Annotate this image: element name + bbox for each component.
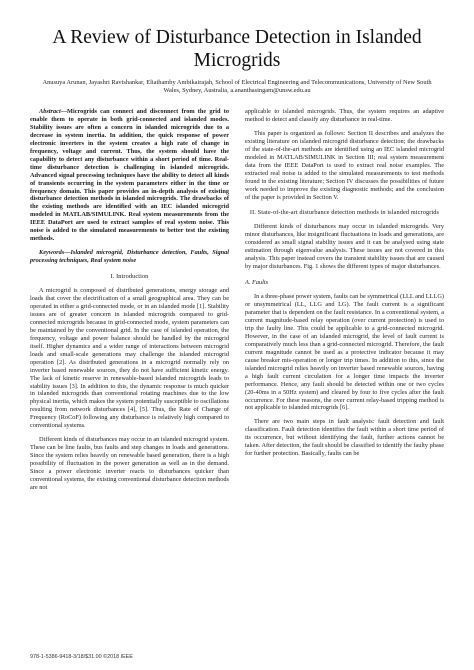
abstract bbox=[30, 108, 229, 243]
subsection-heading-faults: A. Faults bbox=[245, 279, 269, 287]
body-paragraph: Different kinds of disturbances may occur in islanded microgrids. Very minor disturbances, like insignificant fluctuations in loads and generations, are considered as small signal stability issues and it can be analysed using state estimation through eigenvalue analysis. These issues are not covered in this analysis. This paper instead covers the transient stability issues that are caused by major disturbances. Fig. 1 shows the different types of major disturbances. bbox=[245, 223, 444, 271]
body-paragraph: This paper is organized as follows: Section II describes and analyzes the existing literature on islanded microgrid disturbance detection; the drawbacks of the state-of-the-art methods are identified using an IEC islanded microgrid modeled in MATLAB/SIMULINK in Section III; real system measurement data from the IEEE DataPort is used to extract real noise examples. The extracted real noise is added to the simulated measurements to test methods found in the existing literature; Section IV discusses the possibilities of future work needed to improve the existing diagnostic methods; and the conclusion of the paper is provided in Section V. bbox=[245, 129, 444, 201]
abstract-text: —Microgrids can connect and disconnect from the grid to enable them to operate in both grid-connected and islanded modes. Stability issues are often a concern in islanded microgrids due to a decrease in system inertia. In addition, the quick response of power electronic inverters in the system creates a high rate of change in frequency, voltage and current. Thus, the system should have the capability to detect any disturbance within a short period of time. Real-time disturbance detection is challenging in islanded microgrids. Advanced signal processing techniques have the ability to detect all kinds of transients occurring in the system parameters either in the time or frequency domain. This paper provides an in-depth analysis of existing disturbance detection methods in islanded microgrids. The drawbacks of the existing methods are identified with an IEC islanded microgrid modeled in MATLAB/SIMULINK. Real system measurements from the IEEE DataPort are used to extract samples of real system noise. This noise is added to the simulated measurements to better test the existing methods. bbox=[30, 108, 229, 243]
section-heading-state-of-the-art: II. State-of-the-art disturbance detection methods in islanded microgrids bbox=[249, 209, 440, 217]
section-heading-introduction: I. Introduction bbox=[110, 273, 149, 281]
right-column bbox=[245, 108, 444, 498]
body-paragraph: In a three-phase power system, faults can be symmetrical (LLL and LLLG) or unsymmetrical (LL, LLG and LG). The fault current is a significant parameter that is dependent on the fault resistance. In a conventional system, a current magnitude-based relay operation (over current protection) is used to trip the faulty line. This could be applicable to a grid-connected microgrid. However, in the case of an islanded microgrid, the level of fault current is comparatively much less than a grid-connected microgrid. Therefore, the fault current magnitude cannot be used as a protective indicator because it may cause breaker mis-operation or longer trip times. In addition to this, since the islanded microgrid relies heavily on inverter based renewable sources, having a high fault current circulation for a longer time impacts the inverter performance. Hence, any fault should be detected within one or two cycles (20-40ms in a 50Hz system) and cleared by four to five cycles after the fault occurrence. For these reasons, the over current relay-based tripping method is not applicable to islanded microgrids [6]. bbox=[245, 293, 444, 412]
body-paragraph: A microgrid is composed of distributed generations, energy storage and loads that cover the electrification of a small geographical area. They can be operated in either a grid-connected mode, or in an islanded mode [1]. Stability issues are of greater concern in islanded microgrids compared to grid-connected microgrids because in grid-connected mode, system parameters can be maintained by the conventional grid. In the case of islanded operation, the frequency, voltage and power balance should be handled by the microgrid itself. Higher dynamics and a wider range of interactions between microgrid loads and small-scale generations may challenge the islanded microgrid operation [2]. As distributed generations in a microgrid normally rely on inverter based renewable sources, they do not have sufficient kinetic energy. The lack of kinetic reserve in renewable-based islanded microgrids leads to stability issues [3]. In addition to this, the dynamic response is much quicker in islanded microgrids than conventional rotating machines due to the low physical inertia, which makes the system potentially susceptible to oscillations resulting from network disturbances [4], [5]. Thus, the Rate of Change of Frequency (RoCoF) following any disturbance is relatively high compared to conventional systems. bbox=[30, 287, 229, 430]
copyright-footer: 978-1-5386-9418-3/18/$31.00 ©2018 IEEE bbox=[30, 654, 133, 660]
body-paragraph: Different kinds of disturbances may occur in an islanded microgrid system. These can be line faults, bus faults and step changes in loads and generations. Since the system relies heavily on renewable based generation, there is a high possibility of fluctuation in the power generation as well as in the demand. Since a power electronic inverter reacts to disturbances quicker than conventional systems, the existing conventional disturbance detection methods are not bbox=[30, 436, 229, 491]
two-column-body bbox=[30, 108, 444, 498]
paper-title: A Review of Disturbance Detection in Islanded Microgrids bbox=[52, 27, 422, 71]
left-column bbox=[30, 108, 229, 498]
author-affiliation: Anusuya Arunan, Jayashri Ravishankar, Eliathamby Ambikairajah, School of Electrical Engineering and Telecommunications, University of New South Wales, Sydney, Australia, a.ananthasingam@unsw.edu.au bbox=[42, 79, 432, 94]
abstract-lead: Abstract bbox=[39, 108, 61, 115]
body-paragraph: There are two main steps in fault analysis: fault detection and fault classification. Fault detection identifies the fault within a short time period of its occurrence, but without identifying the fault, further actions cannot be taken. After detection, the fault should be classified to identify the faulty phase for further protection. Basically, faults can be bbox=[245, 418, 444, 458]
keywords: Keywords—Islanded microgrid, Disturbance detection, Faults, Signal processing techniques, Real system noise bbox=[30, 249, 229, 265]
body-paragraph: applicable to islanded microgrids. Thus, the system requires an adaptive method to detect and classify any disturbance in real-time. bbox=[245, 108, 444, 123]
